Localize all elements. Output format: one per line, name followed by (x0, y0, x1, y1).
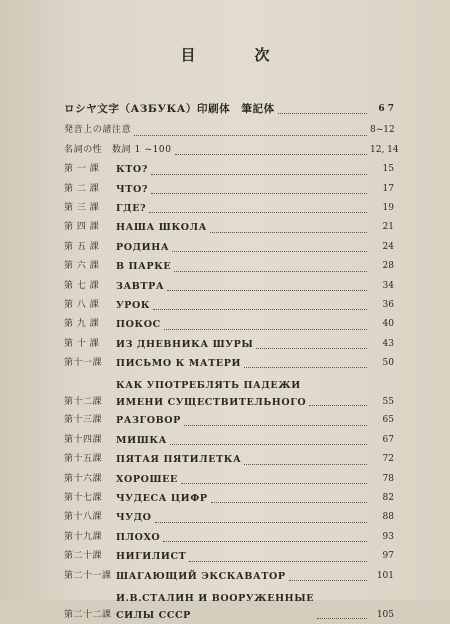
lesson-title-line: И.В.СТАЛИН И ВООРУЖЕННЫЕ (116, 592, 315, 604)
toc-page-number: 101 (376, 570, 394, 581)
page-title: 目 次 (180, 46, 292, 64)
dot-leader (149, 212, 367, 213)
lesson-number: 第 二 課 (64, 183, 100, 194)
lesson-number: 第 十 課 (64, 338, 100, 349)
lesson-title-line: ЧУДЕСА ЦИФР (116, 493, 208, 505)
dot-leader (278, 113, 367, 114)
lesson-title-line: ПИСЬМО К МАТЕРИ (116, 358, 242, 370)
lesson-title (116, 335, 253, 354)
toc-page-number: 34 (382, 280, 394, 291)
dot-leader (134, 135, 367, 136)
toc-lesson-row (64, 160, 394, 179)
lesson-title (116, 238, 169, 257)
dot-leader (210, 232, 367, 233)
dot-leader (317, 618, 367, 619)
lesson-title-line: ЗАВТРА (116, 280, 165, 292)
toc-page-number: 36 (382, 299, 394, 310)
toc-lesson-row (64, 277, 394, 296)
lesson-number: 第二十二課 (64, 609, 112, 620)
toc-lesson-row (64, 373, 394, 411)
dot-leader (167, 290, 367, 291)
lesson-list (64, 160, 394, 624)
toc-page-number: 97 (382, 551, 394, 562)
lesson-title-line: ЧУДО (116, 512, 152, 524)
toc-lesson-row (64, 508, 394, 527)
toc-entry-text: ロシヤ文字（АЗБУКА）印刷体 筆記体 (64, 102, 275, 115)
lesson-title-line-2: ИМЕНИ СУЩЕСТВИТЕЛЬНОГО (116, 397, 307, 409)
lesson-title (116, 218, 207, 237)
toc-page-number: 65 (382, 415, 394, 426)
toc-lesson-row (64, 257, 394, 276)
lesson-title-line: ЧТО? (116, 183, 148, 195)
dot-leader (170, 444, 367, 445)
toc-page-number: 12, 14 (370, 144, 399, 155)
lesson-title (116, 470, 178, 489)
lesson-title-line: РАЗГОВОР (116, 415, 181, 427)
toc-page-number: 72 (382, 454, 394, 465)
toc-lesson-row (64, 296, 394, 315)
toc-lesson-row (64, 315, 394, 334)
lesson-title-line: ИЗ ДНЕВНИКА ШУРЫ (116, 338, 254, 350)
lesson-number: 第 六 課 (64, 261, 100, 272)
lesson-number: 第十七課 (64, 493, 103, 504)
toc-entry-text: 名詞の性 数詞 1 ~100 (64, 144, 172, 155)
toc-page-number: 15 (382, 164, 394, 175)
toc-page-number: 55 (382, 397, 394, 408)
dot-leader (163, 541, 367, 542)
lesson-title (116, 199, 146, 218)
toc-page-number: 24 (382, 241, 394, 252)
lesson-number: 第 八 課 (64, 299, 100, 310)
lesson-number: 第 九 課 (64, 319, 100, 330)
dot-leader (181, 483, 367, 484)
lesson-title-line: В ПАРКЕ (116, 261, 172, 273)
dot-leader (211, 502, 367, 503)
table-of-contents (64, 100, 399, 624)
lesson-number: 第 四 課 (64, 222, 100, 233)
lesson-title-line: НИГИЛИСТ (116, 551, 187, 563)
dot-leader (175, 154, 367, 155)
toc-lesson-row (64, 238, 394, 257)
lesson-title (116, 431, 167, 450)
lesson-number: 第十五課 (64, 454, 103, 465)
dot-leader (155, 522, 367, 523)
dot-leader (174, 271, 367, 272)
lesson-title-line: КАК УПОТРЕБЛЯТЬ ПАДЕЖИ (116, 380, 301, 392)
lesson-number: 第 七 課 (64, 280, 100, 291)
toc-page-number: 67 (382, 434, 394, 445)
lesson-title (116, 547, 186, 566)
lesson-title-line: ГДЕ? (116, 202, 147, 214)
toc-page-number: 21 (382, 222, 394, 233)
lesson-number: 第十三課 (64, 415, 103, 426)
lesson-title-line: НАША ШКОЛА (116, 222, 207, 234)
toc-page-number: 78 (382, 473, 394, 484)
toc-lesson-row (64, 431, 394, 450)
lesson-title (116, 257, 171, 276)
dot-leader (153, 309, 367, 310)
lesson-number: 第十六課 (64, 473, 103, 484)
toc-page-number: 82 (382, 493, 394, 504)
toc-page-number: 50 (382, 358, 394, 369)
toc-page-number: 28 (382, 261, 394, 272)
lesson-title (116, 180, 148, 199)
toc-lesson-row (64, 489, 394, 508)
lesson-title (116, 160, 148, 179)
lesson-title-line: ШАГАЮЩИЙ ЭКСКАВАТОР (116, 570, 286, 582)
lesson-title (116, 315, 161, 334)
lesson-title-line-2: СИЛЫ СССР (116, 609, 191, 621)
toc-page-number: 105 (376, 609, 394, 620)
lesson-title-line: УРОК (116, 299, 151, 311)
lesson-title (116, 590, 314, 624)
lesson-title (116, 354, 241, 373)
toc-entry-pronunciation (64, 121, 394, 140)
toc-page-number: 19 (382, 202, 394, 213)
toc-lesson-row (64, 567, 394, 586)
lesson-title (116, 277, 164, 296)
dot-leader (151, 174, 367, 175)
toc-page-number: 43 (382, 338, 394, 349)
dot-leader (151, 193, 367, 194)
lesson-number: 第十二課 (64, 397, 103, 408)
lesson-title (116, 508, 152, 527)
dot-leader (289, 580, 367, 581)
toc-lesson-row (64, 547, 394, 566)
toc-lesson-row (64, 199, 394, 218)
toc-page-number: 8~12 (370, 125, 395, 136)
lesson-title-line: ПОКОС (116, 319, 161, 331)
dot-leader (172, 251, 367, 252)
toc-lesson-row (64, 411, 394, 430)
toc-lesson-row (64, 180, 394, 199)
lesson-title-line: ПЯТАЯ ПЯТИЛЕТКА (116, 454, 242, 466)
dot-leader (256, 348, 367, 349)
toc-lesson-row (64, 218, 394, 237)
lesson-number: 第 五 課 (64, 241, 100, 252)
lesson-number: 第二十課 (64, 551, 103, 562)
lesson-title (116, 489, 208, 508)
toc-lesson-row (64, 528, 394, 547)
lesson-title-line: КТО? (116, 164, 148, 176)
dot-leader (244, 367, 367, 368)
lesson-number: 第十九課 (64, 531, 103, 542)
lesson-number: 第二十一課 (64, 570, 112, 581)
lesson-title-line: МИШКА (116, 434, 167, 446)
dot-leader (309, 405, 367, 406)
lesson-number: 第十八課 (64, 512, 103, 523)
toc-entry-alphabet (64, 100, 394, 119)
lesson-title (116, 528, 160, 547)
toc-lesson-row (64, 450, 394, 469)
toc-entry-noun-gender (64, 141, 399, 160)
dot-leader (189, 561, 367, 562)
lesson-number: 第 三 課 (64, 202, 100, 213)
dot-leader (244, 464, 367, 465)
lesson-number: 第十一課 (64, 358, 103, 369)
lesson-title-line: ПЛОХО (116, 531, 161, 543)
lesson-number: 第十四課 (64, 434, 103, 445)
toc-lesson-row (64, 470, 394, 489)
lesson-title (116, 377, 306, 411)
dot-leader (184, 425, 367, 426)
toc-page-number: 40 (382, 319, 394, 330)
toc-page-number: 88 (382, 512, 394, 523)
lesson-title (116, 450, 241, 469)
lesson-title (116, 411, 181, 430)
lesson-title-line: РОДИНА (116, 241, 170, 253)
toc-page-number: 93 (382, 531, 394, 542)
toc-page-number: 6 7 (378, 103, 394, 114)
dot-leader (164, 329, 367, 330)
toc-page-number: 17 (382, 183, 394, 194)
toc-lesson-row (64, 335, 394, 354)
toc-lesson-row (64, 586, 394, 624)
lesson-number: 第 一 課 (64, 164, 100, 175)
toc-entry-text: 発音上の諸注意 (64, 125, 132, 136)
lesson-title (116, 296, 150, 315)
lesson-title (116, 567, 286, 586)
toc-lesson-row (64, 354, 394, 373)
lesson-title-line: ХОРОШЕЕ (116, 473, 178, 485)
